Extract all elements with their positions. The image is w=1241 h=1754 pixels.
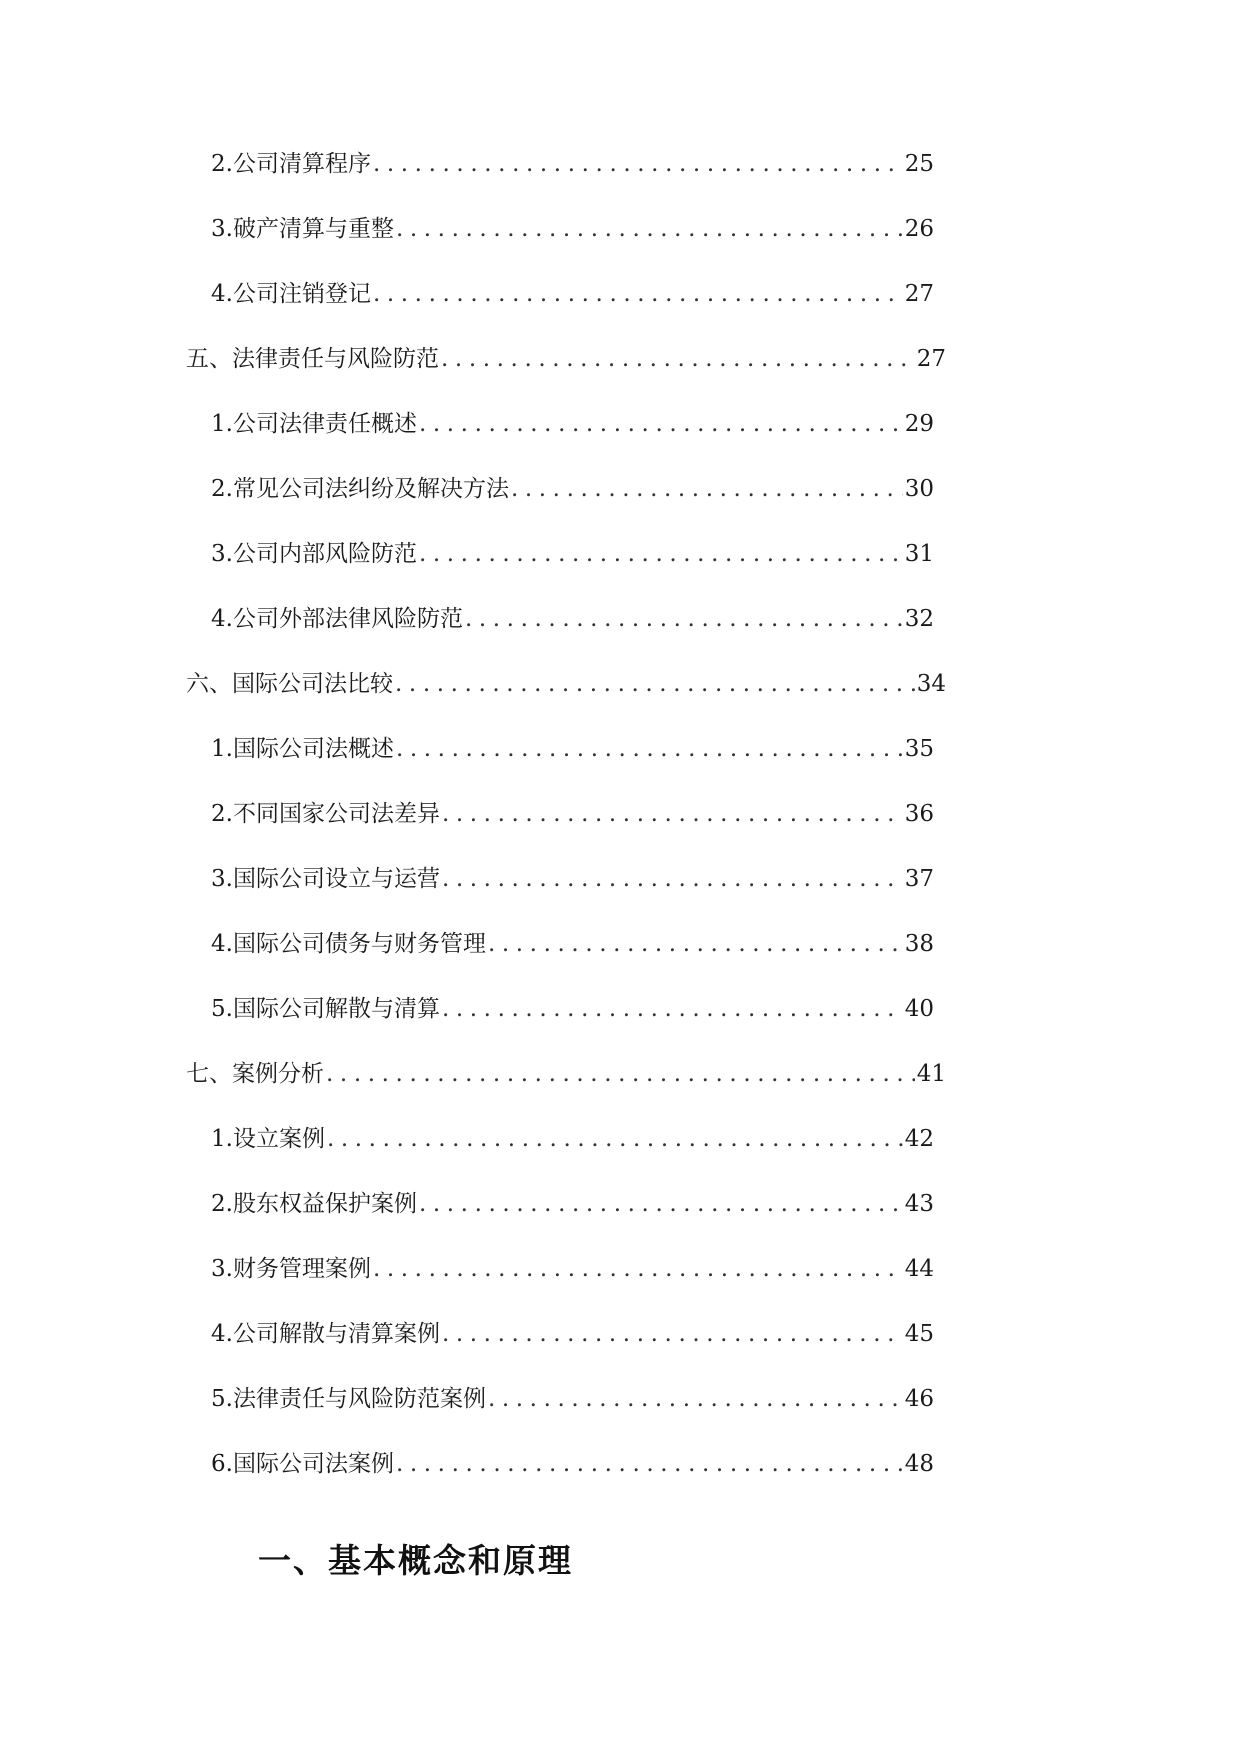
toc-page-number: 44: [904, 1256, 934, 1282]
toc-dot-leader: [441, 341, 915, 377]
toc-entry-title: 法律责任与风险防范案例: [232, 1386, 486, 1412]
toc-subsection-entry[interactable]: [186, 1316, 946, 1381]
toc-entry-number: 2.: [211, 801, 233, 827]
toc-entry-title: 财务管理案例: [232, 1256, 371, 1282]
toc-page-number: 27: [904, 281, 934, 307]
toc-entry-number: 3.: [211, 216, 233, 242]
toc-entry-title: 不同国家公司法差异: [232, 801, 440, 827]
toc-dot-leader: [327, 1121, 903, 1157]
toc-page-number: 48: [904, 1451, 934, 1477]
toc-dot-leader: [419, 406, 903, 442]
toc-entry-title: 五、法律责任与风险防范: [186, 346, 439, 372]
toc-dot-leader: [326, 1056, 915, 1092]
toc-entry-number: 4.: [211, 931, 233, 957]
toc-page-number: 27: [916, 346, 946, 372]
toc-dot-leader: [442, 796, 903, 832]
toc-subsection-entry[interactable]: [186, 796, 946, 861]
table-of-contents: [186, 146, 946, 1511]
toc-entry-number: 4.: [211, 1321, 233, 1347]
toc-subsection-entry[interactable]: [186, 1381, 946, 1446]
toc-dot-leader: [442, 861, 903, 897]
toc-entry-number: 1.: [211, 1126, 233, 1152]
toc-subsection-entry[interactable]: [186, 1186, 946, 1251]
toc-entry-title: 设立案例: [232, 1126, 325, 1152]
toc-subsection-entry[interactable]: [186, 471, 946, 536]
toc-dot-leader: [419, 1186, 903, 1222]
toc-page-number: 25: [904, 151, 934, 177]
toc-page-number: 46: [904, 1386, 934, 1412]
toc-page-number: 37: [904, 866, 934, 892]
toc-subsection-entry[interactable]: [186, 536, 946, 601]
toc-page-number: 40: [904, 996, 934, 1022]
toc-page-number: 42: [904, 1126, 934, 1152]
toc-entry-title: 公司清算程序: [232, 151, 371, 177]
toc-entry-title: 破产清算与重整: [232, 216, 394, 242]
toc-dot-leader: [396, 211, 903, 247]
toc-entry-number: 1.: [211, 411, 233, 437]
toc-dot-leader: [465, 601, 903, 637]
toc-page-number: 34: [916, 671, 946, 697]
toc-entry-number: 6.: [211, 1451, 233, 1477]
toc-entry-title: 公司法律责任概述: [232, 411, 417, 437]
toc-page-number: 45: [904, 1321, 934, 1347]
toc-page-number: 31: [904, 541, 934, 567]
toc-subsection-entry[interactable]: [186, 146, 946, 211]
toc-entry-title: 国际公司法概述: [232, 736, 394, 762]
toc-entry-number: 3.: [211, 1256, 233, 1282]
toc-dot-leader: [373, 1251, 903, 1287]
toc-entry-title: 国际公司解散与清算: [232, 996, 440, 1022]
toc-entry-number: 4.: [211, 281, 233, 307]
toc-chapter-entry[interactable]: [186, 1056, 946, 1121]
toc-page-number: 26: [904, 216, 934, 242]
toc-dot-leader: [396, 1446, 903, 1482]
toc-dot-leader: [511, 471, 903, 507]
toc-subsection-entry[interactable]: [186, 601, 946, 666]
toc-entry-number: 2.: [211, 476, 233, 502]
toc-dot-leader: [488, 1381, 903, 1417]
toc-entry-number: 3.: [211, 866, 233, 892]
toc-entry-title: 常见公司法纠纷及解决方法: [232, 476, 509, 502]
toc-entry-number: 2.: [211, 151, 233, 177]
toc-page-number: 29: [904, 411, 934, 437]
toc-entry-title: 国际公司法案例: [232, 1451, 394, 1477]
toc-entry-number: 1.: [211, 736, 233, 762]
toc-chapter-entry[interactable]: [186, 666, 946, 731]
toc-page-number: 43: [904, 1191, 934, 1217]
toc-dot-leader: [396, 731, 903, 767]
toc-entry-title: 国际公司债务与财务管理: [232, 931, 486, 957]
section-heading: 一、基本概念和原理: [258, 1541, 573, 1580]
toc-chapter-entry[interactable]: [186, 341, 946, 406]
toc-dot-leader: [488, 926, 903, 962]
toc-subsection-entry[interactable]: [186, 1121, 946, 1186]
toc-entry-title: 七、案例分析: [186, 1061, 324, 1087]
toc-entry-title: 公司解散与清算案例: [232, 1321, 440, 1347]
toc-entry-title: 公司内部风险防范: [232, 541, 417, 567]
toc-entry-number: 5.: [211, 996, 233, 1022]
toc-dot-leader: [373, 146, 903, 182]
toc-subsection-entry[interactable]: [186, 406, 946, 471]
toc-dot-leader: [373, 276, 903, 312]
toc-subsection-entry[interactable]: [186, 731, 946, 796]
toc-subsection-entry[interactable]: [186, 211, 946, 276]
toc-page-number: 38: [904, 931, 934, 957]
toc-entry-title: 国际公司设立与运营: [232, 866, 440, 892]
toc-subsection-entry[interactable]: [186, 1251, 946, 1316]
toc-subsection-entry[interactable]: [186, 276, 946, 341]
toc-subsection-entry[interactable]: [186, 861, 946, 926]
toc-subsection-entry[interactable]: [186, 926, 946, 991]
toc-entry-number: 2.: [211, 1191, 233, 1217]
toc-page-number: 41: [916, 1061, 946, 1087]
toc-subsection-entry[interactable]: [186, 991, 946, 1056]
toc-page-number: 32: [904, 606, 934, 632]
toc-page-number: 30: [904, 476, 934, 502]
toc-entry-number: 3.: [211, 541, 233, 567]
toc-entry-title: 公司注销登记: [232, 281, 371, 307]
toc-dot-leader: [419, 536, 903, 572]
toc-entry-title: 六、国际公司法比较: [186, 671, 393, 697]
toc-dot-leader: [395, 666, 915, 702]
toc-subsection-entry[interactable]: [186, 1446, 946, 1511]
toc-entry-number: 4.: [211, 606, 233, 632]
toc-entry-number: 5.: [211, 1386, 233, 1412]
toc-dot-leader: [442, 991, 903, 1027]
toc-entry-title: 股东权益保护案例: [232, 1191, 417, 1217]
toc-dot-leader: [442, 1316, 903, 1352]
toc-entry-title: 公司外部法律风险防范: [232, 606, 463, 632]
toc-page-number: 36: [904, 801, 934, 827]
toc-page-number: 35: [904, 736, 934, 762]
